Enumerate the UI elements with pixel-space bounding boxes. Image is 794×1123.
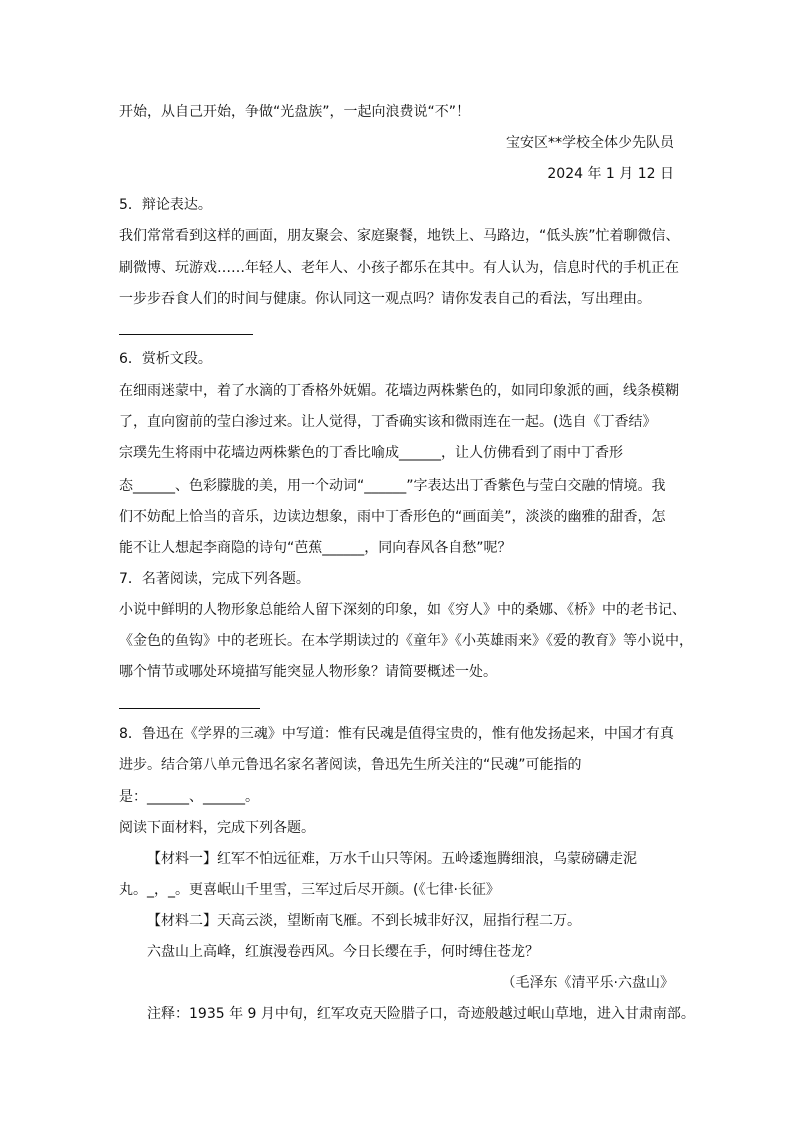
question-6-title: 6．赏析文段。 [119, 351, 212, 367]
text-line: 在细雨迷蒙中，着了水滴的丁香格外妩媚。花墙边两株紫色的，如同印象派的画，线条模糊 [119, 383, 679, 399]
material-1: 【材料一】红军不怕远征难，万水千山只等闲。五岭逶迤腾细浪，乌蒙磅礴走泥 [147, 851, 637, 867]
text-line: 开始，从自己开始，争做“光盘族”，一起向浪费说“不”！ [119, 104, 471, 120]
annotation: 注释：1935 年 9 月中旬，红军攻克天险腊子口，奇迹般越过岷山草地，进入甘肃南部。 [147, 1006, 695, 1022]
text-line: 哪个情节或哪处环境描写能突显人物形象？请简要概述一处。 [119, 664, 497, 680]
question-8-title: 8．鲁迅在《学界的三魂》中写道：惟有民魂是值得宝贵的，惟有他发扬起来，中国才有真 [119, 726, 674, 742]
text-line: 态______、色彩朦胧的美，用一个动词“______”字表达出丁香紫色与莹白交融的情境。我 [119, 478, 666, 494]
signature-date: 2024 年 1 月 12 日 [547, 166, 674, 182]
text-line: 六盘山上高峰，红旗漫卷西风。今日长缨在手，何时缚住苍龙？ [147, 944, 539, 960]
text-line: 是：______、______。 [119, 789, 259, 805]
material-source: （毛泽东《清平乐·六盘山》 [501, 975, 674, 991]
text-line: 宗璞先生将雨中花墙边两株紫色的丁香比喻成______，让人仿佛看到了雨中丁香形 [119, 445, 623, 461]
question-5-title: 5．辩论表达。 [119, 197, 212, 213]
text-line: 小说中鲜明的人物形象总能给人留下深刻的印象，如《穷人》中的桑娜、《桥》中的老书记、 [119, 602, 686, 618]
answer-line [119, 708, 260, 709]
text-line: 我们常常看到这样的画面，朋友聚会、家庭聚餐，地铁上、马路边，“低头族”忙着聊微信、 [119, 228, 680, 244]
signature-org: 宝安区**学校全体少先队员 [506, 135, 674, 151]
text-line: 刷微博、玩游戏……年轻人、老年人、小孩子都乐在其中。有人认为，信息时代的手机正在 [119, 260, 679, 276]
question-7-title: 7．名著阅读，完成下列各题。 [119, 571, 310, 587]
answer-line [119, 334, 253, 335]
reading-instruction: 阅读下面材料，完成下列各题。 [119, 820, 315, 836]
text-line: 《金色的鱼钩》中的老班长。在本学期读过的《童年》《小英雄雨来》《爱的教育》等小说中， [119, 633, 693, 649]
text-line: 们不妨配上恰当的音乐，边读边想象，雨中丁香形色的“画面美”，淡淡的幽雅的甜香，怎 [119, 509, 666, 525]
material-2: 【材料二】天高云淡，望断南飞雁。不到长城非好汉，屈指行程二万。 [147, 913, 581, 929]
text-line: 丸。_，_。更喜岷山千里雪，三军过后尽开颜。(《七律·长征》 [119, 882, 500, 898]
text-line: 进步。结合第八单元鲁迅名家名著阅读，鲁迅先生所关注的“民魂”可能指的 [119, 757, 582, 773]
text-line: 一步步吞食人们的时间与健康。你认同这一观点吗？请你发表自己的看法，写出理由。 [119, 291, 651, 307]
text-line: 了，直向窗前的莹白渗过来。让人觉得，丁香确实该和微雨连在一起。(选自《丁香结》 [119, 414, 657, 430]
text-line: 能不让人想起李商隐的诗句“芭蕉______，同向春风各自愁”呢？ [119, 540, 512, 556]
